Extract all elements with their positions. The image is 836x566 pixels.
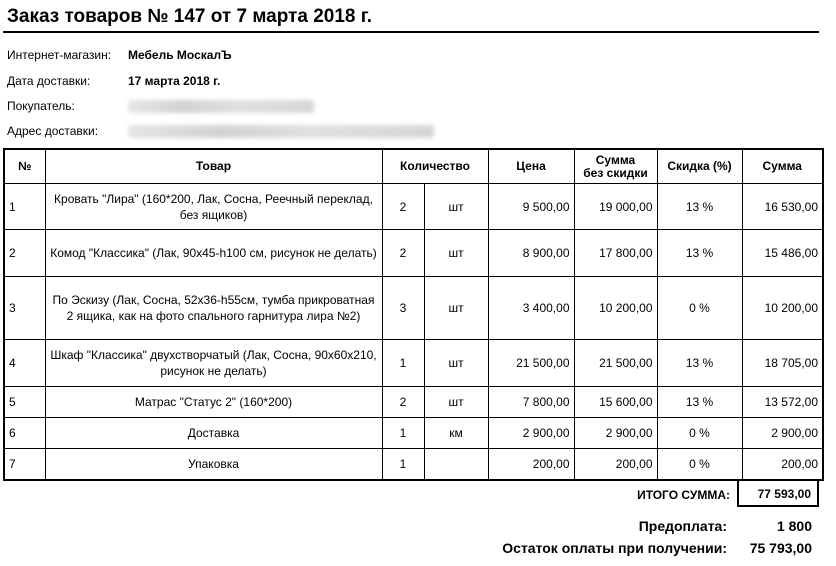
row-discount: 13 % [657, 387, 742, 418]
prepay-label: Предоплата: [638, 518, 727, 534]
row-price: 9 500,00 [488, 184, 574, 230]
row-sum: 10 200,00 [742, 277, 823, 340]
remain-row [400, 540, 727, 558]
row-price: 7 800,00 [488, 387, 574, 418]
row-unit: шт [424, 340, 488, 387]
address-value-redacted [128, 125, 434, 138]
table-row [4, 340, 823, 387]
table-row [4, 387, 823, 418]
row-unit: шт [424, 230, 488, 277]
header-discount: Скидка (%) [657, 149, 742, 184]
table-row [4, 184, 823, 230]
row-product: Матрас "Статус 2" (160*200) [45, 387, 382, 418]
row-discount: 13 % [657, 184, 742, 230]
table-row [4, 277, 823, 340]
row-unit: км [424, 418, 488, 449]
row-discount: 0 % [657, 418, 742, 449]
row-sum-no-discount: 17 800,00 [574, 230, 657, 277]
row-unit: шт [424, 184, 488, 230]
total-sum-label: ИТОГО СУММА: [637, 488, 730, 502]
table-header-row [4, 149, 823, 184]
header-price: Цена [488, 149, 574, 184]
row-unit: шт [424, 277, 488, 340]
row-product: Кровать "Лира" (160*200, Лак, Сосна, Реечный перeклад, без ящиков) [45, 184, 382, 230]
remain-label: Остаток оплаты при получении: [502, 540, 727, 556]
title-divider [3, 31, 819, 33]
header-qty: Количество [382, 149, 488, 184]
row-num: 4 [4, 340, 45, 387]
row-product: Упаковка [45, 449, 382, 480]
remain-value: 75 793,00 [749, 540, 812, 556]
row-price: 8 900,00 [488, 230, 574, 277]
delivery-date-label: Дата доставки: [7, 74, 91, 88]
row-price: 3 400,00 [488, 277, 574, 340]
row-discount: 13 % [657, 340, 742, 387]
row-discount: 13 % [657, 230, 742, 277]
row-unit: шт [424, 387, 488, 418]
buyer-label: Покупатель: [7, 99, 75, 113]
delivery-date-value: 17 марта 2018 г. [128, 74, 221, 88]
row-price: 2 900,00 [488, 418, 574, 449]
row-sum: 18 705,00 [742, 340, 823, 387]
row-sum: 200,00 [742, 449, 823, 480]
header-sum-no-discount-line2: без скидки [583, 165, 648, 180]
address-label: Адрес доставки: [7, 124, 99, 138]
header-num: № [4, 149, 45, 184]
row-qty: 1 [382, 418, 424, 449]
header-sum: Сумма [742, 149, 823, 184]
row-sum-no-discount: 21 500,00 [574, 340, 657, 387]
row-qty: 2 [382, 230, 424, 277]
header-product: Товар [45, 149, 382, 184]
shop-value: Мебель МоскалЪ [128, 48, 232, 62]
row-qty: 2 [382, 184, 424, 230]
row-num: 1 [4, 184, 45, 230]
row-sum: 13 572,00 [742, 387, 823, 418]
row-product: Доставка [45, 418, 382, 449]
row-num: 7 [4, 449, 45, 480]
row-num: 5 [4, 387, 45, 418]
row-qty: 2 [382, 387, 424, 418]
row-unit [424, 449, 488, 480]
prepay-value: 1 800 [776, 518, 812, 534]
total-sum-value: 77 593,00 [737, 481, 819, 507]
row-qty: 3 [382, 277, 424, 340]
order-table [3, 148, 824, 481]
row-num: 6 [4, 418, 45, 449]
row-sum: 15 486,00 [742, 230, 823, 277]
row-sum-no-discount: 10 200,00 [574, 277, 657, 340]
row-num: 3 [4, 277, 45, 340]
row-product: По Эскизу (Лак, Сосна, 52х36-h55см, тумба прикроватная 2 ящика, как на фото спального гарнитура лира №2) [45, 277, 382, 340]
row-sum-no-discount: 200,00 [574, 449, 657, 480]
buyer-value-redacted [128, 100, 314, 113]
prepay-row [400, 518, 727, 536]
row-product: Комод "Классика" (Лак, 90х45-h100 см, рисунок не делать) [45, 230, 382, 277]
row-sum: 2 900,00 [742, 418, 823, 449]
shop-label: Интернет-магазин: [7, 48, 112, 62]
table-row [4, 449, 823, 480]
table-row [4, 230, 823, 277]
row-qty: 1 [382, 449, 424, 480]
row-qty: 1 [382, 340, 424, 387]
header-sum-no-discount [574, 149, 657, 184]
row-discount: 0 % [657, 449, 742, 480]
row-sum-no-discount: 19 000,00 [574, 184, 657, 230]
page-title: Заказ товаров № 147 от 7 марта 2018 г. [7, 6, 373, 27]
row-sum: 16 530,00 [742, 184, 823, 230]
row-product: Шкаф "Классика" двухстворчатый (Лак, Сосна, 90х60х210, рисунок не делать) [45, 340, 382, 387]
header-sum-no-discount-line1: Сумма [595, 152, 636, 167]
row-discount: 0 % [657, 277, 742, 340]
row-price: 200,00 [488, 449, 574, 480]
row-sum-no-discount: 15 600,00 [574, 387, 657, 418]
row-num: 2 [4, 230, 45, 277]
table-row [4, 418, 823, 449]
row-price: 21 500,00 [488, 340, 574, 387]
row-sum-no-discount: 2 900,00 [574, 418, 657, 449]
